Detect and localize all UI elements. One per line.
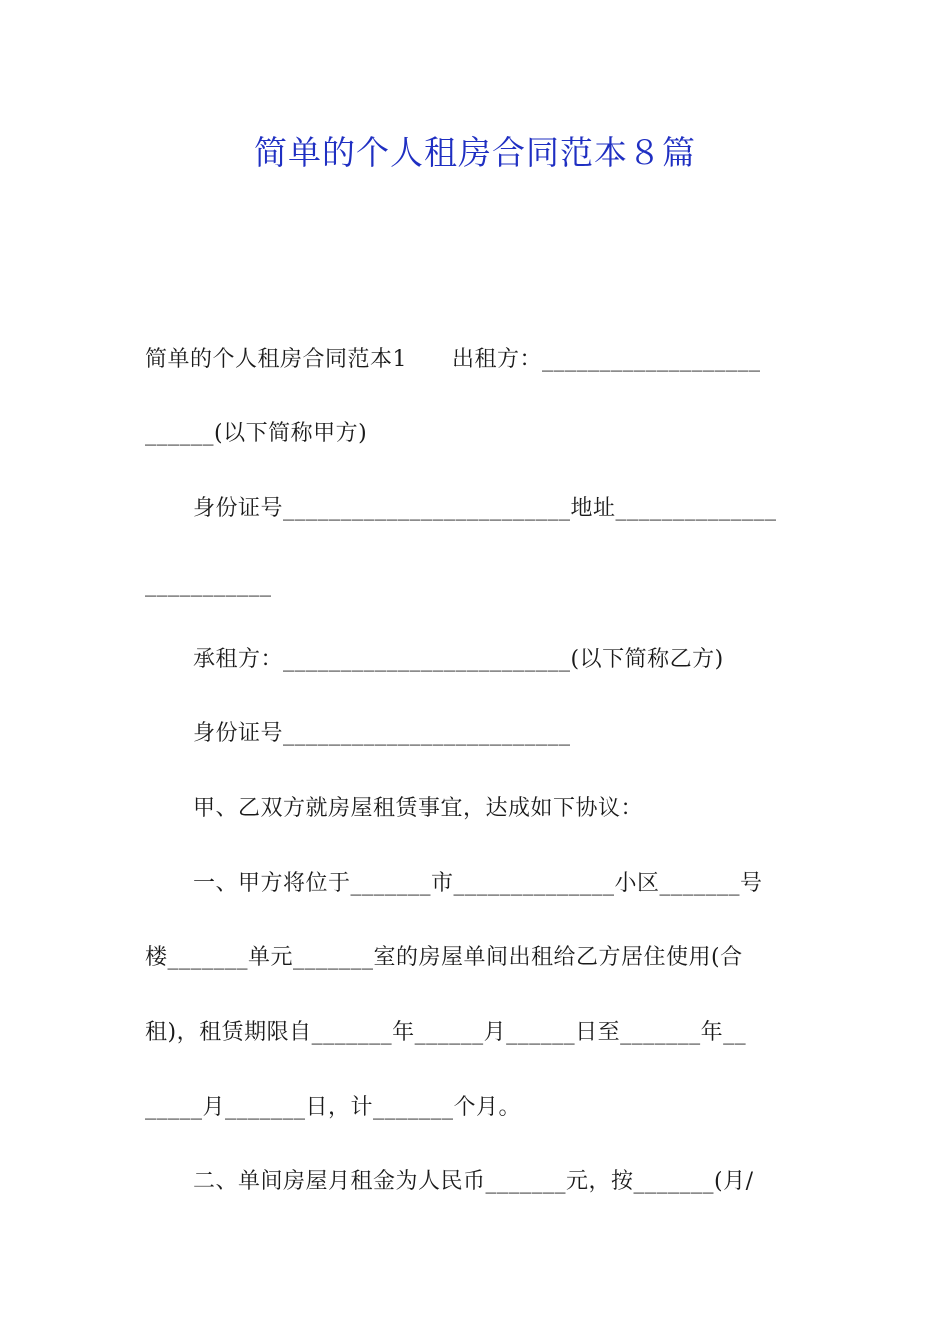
- document-title: 简单的个人租房合同范本８篇: [254, 133, 696, 172]
- paragraph-line-6: 身份证号_________________________: [193, 721, 571, 746]
- paragraph-line-7: 甲、乙双方就房屋租赁事宜，达成如下协议：: [193, 796, 644, 821]
- paragraph-line-12: 二、单间房屋月租金为人民币_______元，按_______(月/: [193, 1169, 754, 1194]
- paragraph-line-10: 租)，租赁期限自_______年______月______日至_______年__: [145, 1020, 747, 1045]
- paragraph-line-3: 身份证号_________________________地址______________: [193, 496, 777, 521]
- paragraph-line-4: ___________: [145, 572, 272, 597]
- paragraph-line-2: ______(以下简称甲方): [145, 421, 368, 446]
- paragraph-line-8: 一、甲方将位于_______市______________小区_______号: [193, 871, 763, 896]
- paragraph-line-1: 简单的个人租房合同范本1 出租方：___________________: [145, 347, 761, 372]
- paragraph-line-5: 承租方：_________________________(以下简称乙方): [193, 647, 724, 672]
- paragraph-line-11: _____月_______日，计_______个月。: [145, 1095, 522, 1120]
- paragraph-line-9: 楼_______单元_______室的房屋单间出租给乙方居住使用(合: [145, 945, 743, 970]
